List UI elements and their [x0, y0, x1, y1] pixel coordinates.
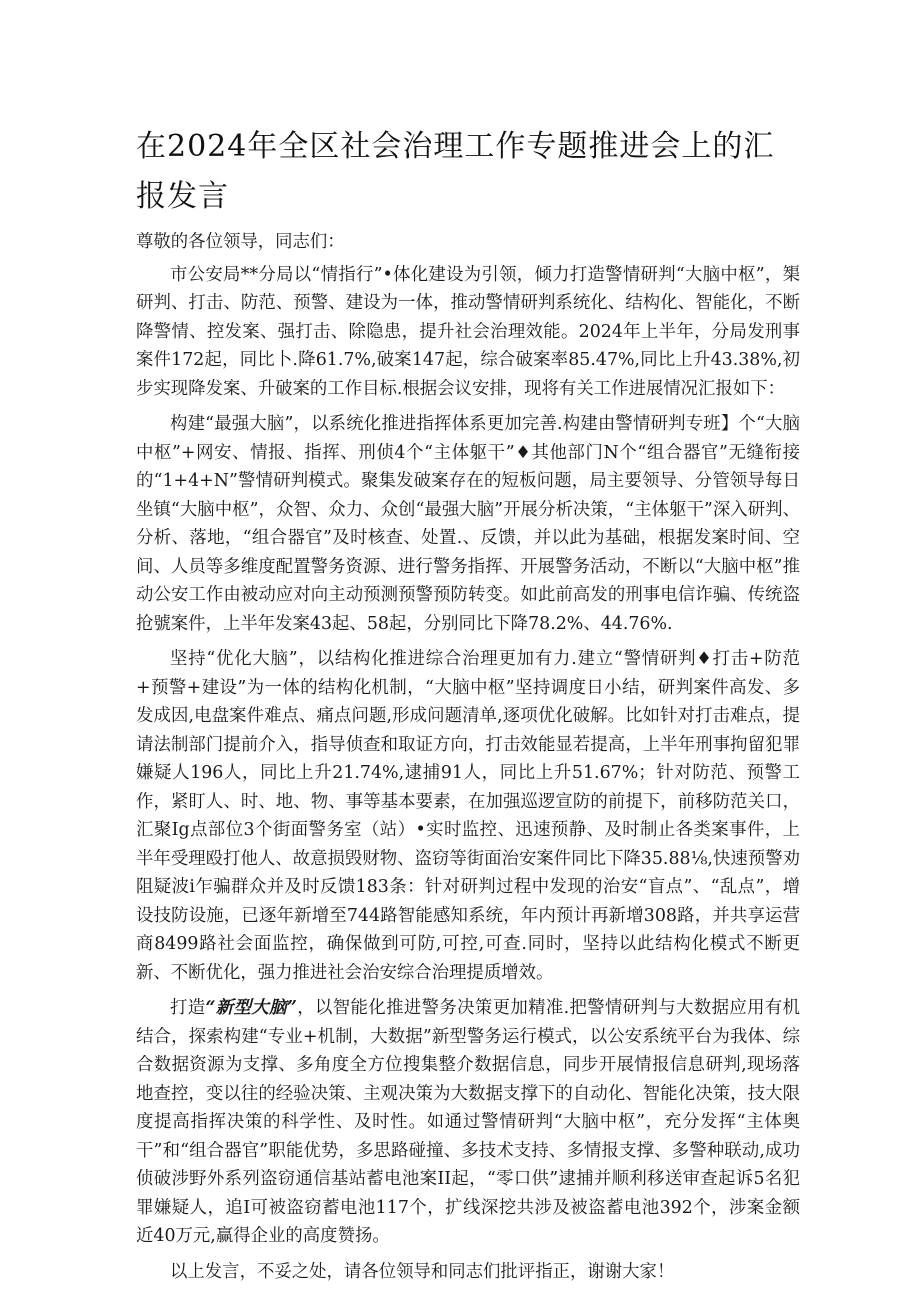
paragraph-new-brain — [136, 994, 800, 1251]
paragraph-optimize-brain: 坚持“优化大脑”，以结构化推进综合治理更加有力.建立“警情研判♦打击+防范+预警+建设”为一体的结构化机制，“大脑中枢”坚持调度日小结，研判案件高发、多发成因,电盘案件难点、痛点问题,形成问题清单,逐项优化破解。比如针对打击难点，提请法制部门提前介入，指导侦查和取证方向，打击效能显若提高，上半年刑事拘留犯罪嫌疑人196人，同比上升21.74%,逮捕91人，同比上升51.67%；针对防范、预警工作，紧盯人、时、地、物、事等基本要素，在加强巡逻宣防的前提下，前移防范关口，汇聚Ig点部位3个街面警务室（站）•实时监控、迅速预静、及时制止各类案事件，上半年受理殴打他人、故意损毁财物、盗窃等街面治安案件同比下降35.88⅛,快速预警劝阻疑波i乍骗群众并及时反馈183条：针对研判过程中发现的治安“盲点”、“乱点”，增设技防设施，已逐年新增至744路智能感知系统，年内预计再新增308路，并共享运营商8499路社会面监控，确保做到可防,可控,可查.同时，坚持以此结构化模式不断更新、不断优化，强力推进社会治安综合治理提质增效。 — [136, 649, 800, 983]
paragraph-strongest-brain: 构建“最强大脑”，以系统化推进指挥体系更加完善.构建由警情研判专班】个“大脑中枢”+网安、情报、指挥、刑侦4个“主体躯干”♦其他部门N个“组合器官”无缝衔接的“1+4+N”警情研判模式。聚集发破案存在的短板问题，局主要领导、分管领导每日坐镇“大脑中枢”，众智、众力、众创“最强大脑”开展分析决策，“主体躯干”深入研判、分析、落地，“组合器官”及时核查、处置.、反馈，并以此为基础，根据发案时间、空间、人员等多维度配置警务资源、进行警务指挥、开展警务活动，不断以“大脑中枢”推动公安工作由被动应对向主动预测预警预防转变。如此前高发的刑事电信诈骗、传统盗抢號案件，上半年发案43起、58起，分别同比下降78.2%、44.76%. — [136, 414, 800, 634]
emphasis-new-brain: “新型大脑” — [205, 998, 297, 1018]
paragraph-rest: ，以智能化推进警务决策更加精准.把警情研判与大数据应用有机结合，探索构建“专业+机制，大数据”新型警务运行模式，以公安系统平台为我体、综合数据资源为支撑、多角度全方位搜集整介数据信息，同步开展情报信息研判,现场落地查控，变以往的经验决策、主观决策为大数据支撑下的自动化、智能化决策，技大限度提高指挥决策的科学性、及时性。如通过警情研判“大脑中枢”，充分发挥“主体奥干”和“组合器官”职能优势，多思路碰撞、多技术支持、多情报支撑、多警种联动,成功侦破涉野外系列盗窃通信基站蓄电池案II起，“零口供”逮捕并顺利移送审查起诉5名犯罪嫌疑人，追I可被盗窃蓄电池117个，扩线深挖共涉及被盗蓄电池392个，涉案金额近40万元,赢得企业的高度赞扬。 — [136, 998, 800, 1246]
salutation: 尊敬的各位领导，同志们： — [136, 232, 345, 252]
paragraph-closing: 以上发言，不妥之处，请各位领导和同志们批评指正，谢谢大家！ — [170, 1261, 675, 1282]
document-title: 在2024年全区社会治理工作专题推进会上的汇报发言 — [136, 129, 775, 214]
paragraph-lead: 打造 — [170, 998, 206, 1018]
document-body — [136, 228, 800, 1293]
paragraph-overview: 市公安局**分局以“情指行”•体化建设为引领，倾力打造警情研判“大脑中枢”，榘研判、打击、防范、预警、建设为一体，推动警情研判系统化、结构化、智能化，不断降警情、控发案、强打击、除隐患，提升社会治理效能。2024年上半年，分局发刑事案件172起，同比卜.降61.7%,破案147起，综合破案率85.47%,同比上升43.38%,初步实现降发案、升破案的工作目标.根据会议安排，现将有关工作进展情况汇报如下： — [136, 264, 800, 399]
